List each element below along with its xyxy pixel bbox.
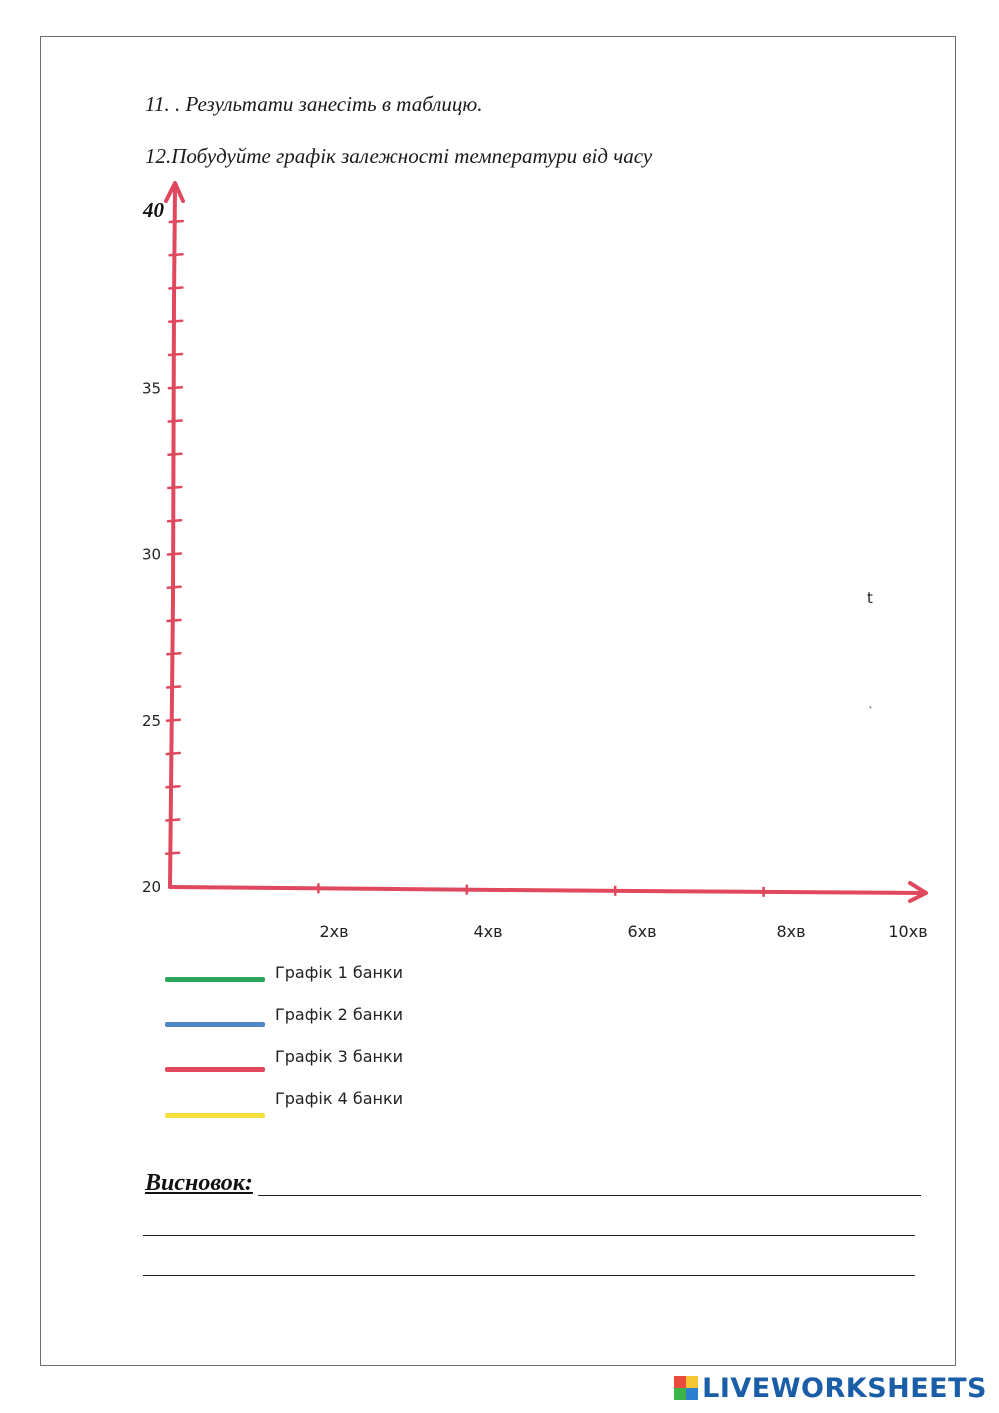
y-axis-tick — [170, 254, 183, 255]
y-axis-tick — [169, 354, 182, 355]
stray-t-label: t — [867, 589, 873, 607]
legend-item — [165, 1047, 525, 1087]
legend-swatch-4 — [165, 1113, 265, 1118]
y-axis-tick — [169, 421, 182, 422]
y-axis-tick — [167, 653, 180, 654]
watermark-text: LIVEWORKSHEETS — [702, 1372, 987, 1404]
instruction-step-12: 12.Побудуйте графік залежності температури від часу — [145, 144, 653, 168]
y-axis-tick — [168, 520, 181, 521]
x-tick-label: 10хв — [888, 922, 928, 941]
y-axis-tick — [166, 853, 179, 854]
y-axis-top-label: 40 — [143, 198, 164, 222]
y-axis-tick — [169, 288, 182, 289]
legend-label-3: Графік 3 банки — [275, 1047, 404, 1066]
y-axis-tick — [166, 820, 179, 821]
x-tick-label: 6хв — [627, 922, 657, 941]
y-tick-label: 30 — [142, 545, 162, 564]
x-tick-label: 2хв — [319, 922, 349, 941]
legend-label-4: Графік 4 банки — [275, 1089, 404, 1108]
y-tick-label: 20 — [142, 878, 162, 896]
legend-swatch-2 — [165, 1022, 265, 1027]
stray-mark: ` — [868, 705, 874, 719]
y-tick-label: 25 — [142, 711, 162, 730]
y-tick-label: 35 — [142, 379, 162, 398]
legend-item — [165, 1005, 525, 1045]
y-axis-line — [170, 189, 175, 887]
y-axis-tick — [167, 687, 180, 688]
y-axis-tick — [168, 620, 181, 621]
y-axis-tick — [167, 753, 180, 754]
x-tick-label: 8хв — [776, 922, 806, 941]
legend-swatch-3 — [165, 1067, 265, 1072]
y-axis-tick — [168, 454, 181, 455]
legend-label-2: Графік 2 банки — [275, 1005, 404, 1024]
conclusion-answer-line-2[interactable] — [143, 1235, 915, 1236]
x-tick-label: 4хв — [473, 922, 503, 941]
instruction-step-11: 11. . Результати занесіть в таблицю. — [145, 92, 483, 116]
legend-item — [165, 1089, 525, 1129]
legend-item — [165, 963, 525, 1003]
liveworksheets-watermark — [674, 1373, 987, 1403]
conclusion-answer-line-3[interactable] — [143, 1275, 915, 1276]
legend-label-1: Графік 1 банки — [275, 963, 404, 982]
x-axis-line — [170, 887, 926, 893]
y-axis-tick — [169, 321, 182, 322]
y-axis-tick — [168, 587, 181, 588]
y-axis-tick — [167, 720, 180, 721]
y-axis-tick — [168, 487, 181, 488]
legend-swatch-1 — [165, 977, 265, 982]
y-axis-tick — [168, 554, 181, 555]
liveworksheets-logo-icon — [674, 1376, 698, 1400]
conclusion-label: Висновок: — [145, 1170, 253, 1196]
conclusion-answer-line-1[interactable] — [258, 1195, 921, 1196]
y-axis-tick — [170, 221, 183, 222]
y-axis-tick — [169, 387, 182, 388]
y-axis-tick — [167, 786, 180, 787]
